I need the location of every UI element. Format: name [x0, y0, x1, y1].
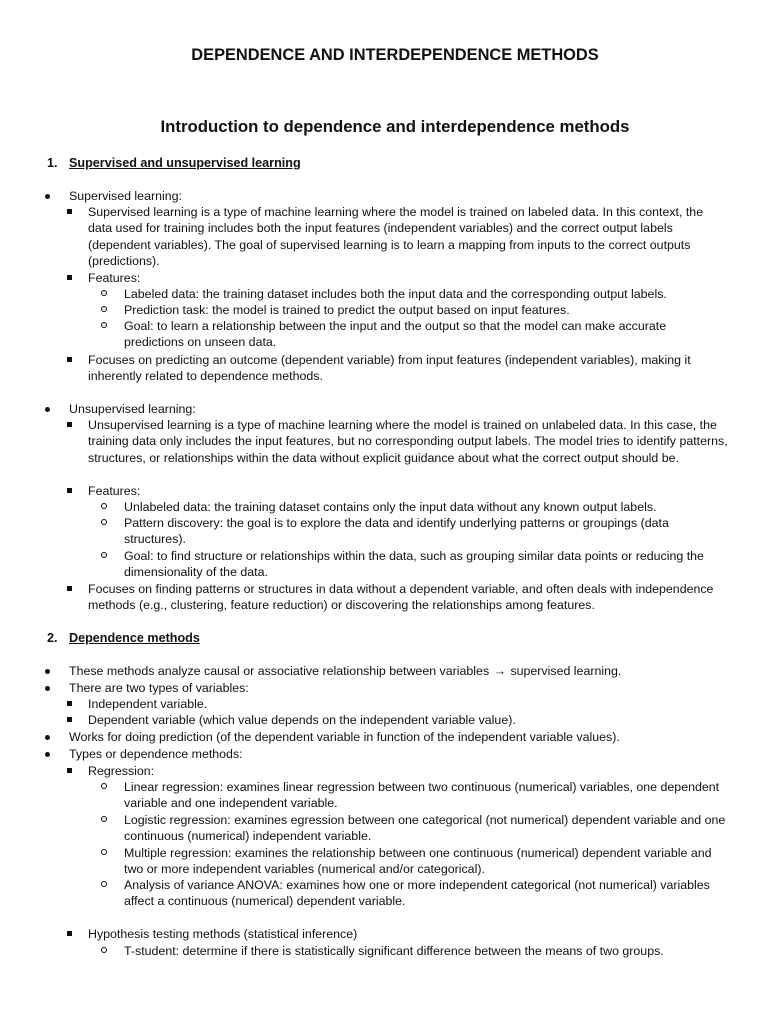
prediction-text: Works for doing prediction (of the dependent variable in function of the independent variable values). — [69, 730, 620, 744]
square-bullet-icon — [67, 357, 72, 362]
list-item — [88, 763, 728, 779]
unsupervised-focus: Focuses on finding patterns or structures in data without a dependent variable, and often deals with independence methods (e.g., clustering, feature reduction) or discovering the relationships among features. — [88, 582, 714, 613]
list-item — [124, 779, 728, 812]
variable-type: Dependent variable (which value depends on the independent variable value). — [88, 713, 516, 727]
bullet-icon — [45, 407, 50, 412]
list-item — [88, 696, 728, 712]
section-title: Supervised and unsupervised learning — [69, 156, 301, 170]
square-bullet-icon — [67, 422, 72, 427]
regression-label: Regression: — [88, 764, 155, 778]
list-item — [124, 302, 728, 318]
list-item — [88, 204, 728, 270]
square-bullet-icon — [67, 586, 72, 591]
list-item — [69, 663, 729, 679]
list-item — [69, 746, 729, 762]
list-item — [88, 926, 728, 942]
list-item — [88, 417, 728, 466]
circle-bullet-icon — [101, 306, 107, 312]
unsupervised-label: Unsupervised learning: — [69, 402, 196, 416]
list-item — [124, 548, 728, 581]
list-item — [69, 188, 729, 204]
list-item — [88, 483, 728, 499]
methods-text-end: supervised learning. — [510, 664, 622, 678]
section-number: 2. — [47, 631, 58, 645]
feature-text: Goal: to learn a relationship between the input and the output so that the model can make accurate predictions on unseen data. — [124, 319, 667, 350]
square-bullet-icon — [67, 717, 72, 722]
feature-text: Goal: to find structure or relationships within the data, such as grouping similar data points or reducing the dimensionality of the data. — [124, 549, 704, 580]
square-bullet-icon — [67, 931, 72, 936]
circle-bullet-icon — [101, 503, 107, 509]
unsupervised-definition: Unsupervised learning is a type of machine learning where the model is trained on unlabeled data. In this case, the training data only includes the input features, but no corresponding output labels. The model tries to identify patterns, structures, or relationships within the data without explicit guidance about what the correct output should be. — [88, 418, 728, 465]
list-item — [124, 499, 728, 515]
square-bullet-icon — [67, 768, 72, 773]
regression-text: Logistic regression: examines egression between one categorical (not numerical) dependent variable and one continuous (numerical) independent variable. — [124, 813, 726, 844]
list-item — [69, 401, 729, 417]
feature-text: Labeled data: the training dataset includes both the input data and the corresponding output labels. — [124, 287, 667, 301]
circle-bullet-icon — [101, 322, 107, 328]
types-text: Types or dependence methods: — [69, 747, 243, 761]
feature-text: Unlabeled data: the training dataset contains only the input data without any known output labels. — [124, 500, 657, 514]
features-label: Features: — [88, 271, 141, 285]
section-title: Dependence methods — [69, 631, 200, 645]
list-item — [124, 845, 728, 878]
list-item — [124, 943, 728, 959]
list-item — [124, 515, 728, 548]
supervised-label: Supervised learning: — [69, 189, 182, 203]
bullet-icon — [45, 735, 50, 740]
section-number: 1. — [47, 156, 58, 170]
list-item — [124, 286, 728, 302]
circle-bullet-icon — [101, 552, 107, 558]
hypothesis-label: Hypothesis testing methods (statistical inference) — [88, 927, 358, 941]
bullet-icon — [45, 669, 50, 674]
list-item — [124, 812, 728, 845]
circle-bullet-icon — [101, 290, 107, 296]
list-item — [88, 581, 728, 614]
supervised-focus: Focuses on predicting an outcome (dependent variable) from input features (independent variables), making it inherently related to dependence methods. — [88, 353, 691, 384]
variable-type: Independent variable. — [88, 697, 208, 711]
regression-text: Analysis of variance ANOVA: examines how one or more independent categorical (not numerical) variables affect a continuous (numerical) dependent variable. — [124, 878, 710, 909]
features-label: Features: — [88, 484, 141, 498]
square-bullet-icon — [67, 488, 72, 493]
bullet-icon — [45, 752, 50, 757]
feature-text: Prediction task: the model is trained to predict the output based on input features. — [124, 303, 570, 317]
variables-intro: There are two types of variables: — [69, 681, 249, 695]
list-item — [88, 352, 728, 385]
square-bullet-icon — [67, 701, 72, 706]
circle-bullet-icon — [101, 783, 107, 789]
list-item — [124, 877, 728, 910]
list-item — [88, 712, 728, 728]
hypothesis-text: T-student: determine if there is statistically significant difference between the means of two groups. — [124, 944, 664, 958]
feature-text: Pattern discovery: the goal is to explore the data and identify underlying patterns or groupings (data structures). — [124, 516, 669, 547]
list-item — [69, 680, 729, 696]
list-item — [124, 318, 728, 351]
circle-bullet-icon — [101, 849, 107, 855]
supervised-definition: Supervised learning is a type of machine learning where the model is trained on labeled data. In this context, the data used for training includes both the input features (independent variables) and the correct output labels (dependent variables). The goal of supervised learning is to learn a mapping from inputs to the correct outputs (predictions). — [88, 205, 704, 269]
document-subtitle: Introduction to dependence and interdependence methods — [160, 117, 630, 136]
regression-text: Multiple regression: examines the relationship between one continuous (numerical) dependent variable and two or more independent variables (numerical and/or categorical). — [124, 846, 712, 877]
list-item — [88, 270, 728, 286]
circle-bullet-icon — [101, 947, 107, 953]
regression-text: Linear regression: examines linear regression between two continuous (numerical) variables, one dependent variable and one independent variable. — [124, 780, 720, 811]
square-bullet-icon — [67, 209, 72, 214]
arrow-right-icon: → — [493, 664, 506, 678]
circle-bullet-icon — [101, 816, 107, 822]
circle-bullet-icon — [101, 881, 107, 887]
document-title: DEPENDENCE AND INTERDEPENDENCE METHODS — [191, 46, 599, 64]
bullet-icon — [45, 686, 50, 691]
square-bullet-icon — [67, 275, 72, 280]
list-item — [69, 729, 729, 745]
circle-bullet-icon — [101, 519, 107, 525]
methods-text: These methods analyze causal or associative relationship between variables — [69, 664, 490, 678]
bullet-icon — [45, 194, 50, 199]
